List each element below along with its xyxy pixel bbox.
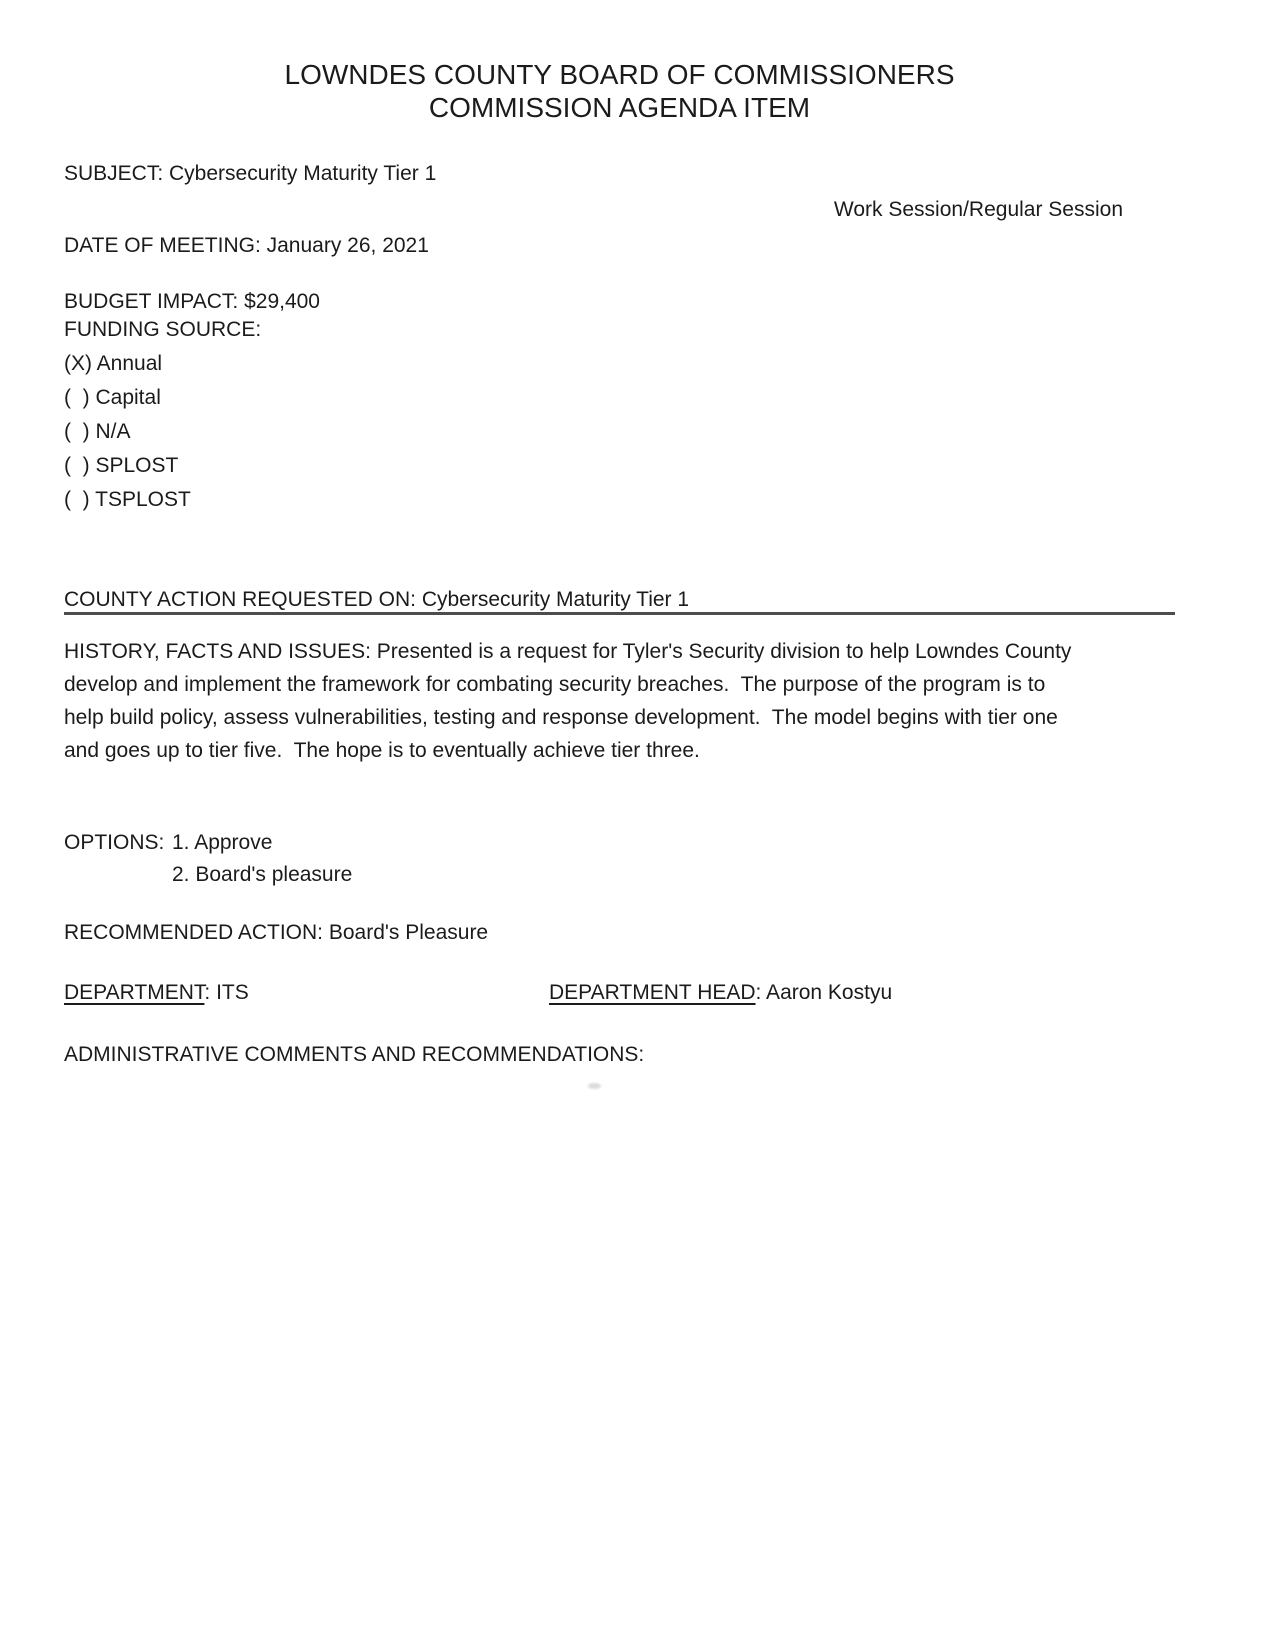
funding-options-list: [64, 350, 1175, 514]
funding-option-capital: ( ) Capital: [64, 386, 161, 409]
funding-option-tsplost: ( ) TSPLOST: [64, 488, 191, 511]
subject-line: SUBJECT: Cybersecurity Maturity Tier 1: [64, 162, 437, 185]
title-line-1: LOWNDES COUNTY BOARD OF COMMISSIONERS: [284, 59, 955, 90]
department-head-value: : Aaron Kostyu: [755, 981, 893, 1004]
department-head-field: [549, 979, 892, 1007]
options-row: [64, 829, 1175, 857]
history-line: HISTORY, FACTS AND ISSUES: Presented is a request for Tyler's Security division to help Lowndes County: [64, 640, 1072, 663]
option-2: 2. Board's pleasure: [172, 863, 353, 886]
options-label: OPTIONS:: [64, 831, 165, 854]
budget-impact-line: BUDGET IMPACT: $29,400: [64, 290, 320, 313]
history-line: and goes up to tier five. The hope is to eventually achieve tier three.: [64, 739, 700, 762]
history-line: help build policy, assess vulnerabilities, testing and response development. The model begins with tier one: [64, 706, 1058, 729]
history-paragraph: [64, 635, 1175, 767]
funding-option-annual: (X) Annual: [64, 352, 163, 375]
title-line-2: COMMISSION AGENDA ITEM: [428, 92, 811, 123]
department-row: [64, 979, 1175, 1007]
meeting-date-line: DATE OF MEETING: January 26, 2021: [64, 234, 429, 257]
department-field: [64, 979, 249, 1007]
option-1: 1. Approve: [172, 831, 273, 854]
county-action-heading: COUNTY ACTION REQUESTED ON: Cybersecurity Maturity Tier 1: [64, 588, 1175, 615]
department-head-label: DEPARTMENT HEAD: [549, 981, 756, 1004]
admin-comments-heading: ADMINISTRATIVE COMMENTS AND RECOMMENDATIONS:: [64, 1043, 645, 1066]
funding-option-na: ( ) N/A: [64, 420, 131, 443]
funding-source-label: FUNDING SOURCE:: [64, 318, 262, 341]
recommended-action-line: RECOMMENDED ACTION: Board's Pleasure: [64, 921, 489, 944]
scan-smudge-artifact: [588, 1083, 601, 1089]
department-value: : ITS: [204, 981, 249, 1004]
session-type-line: Work Session/Regular Session: [833, 198, 1123, 221]
department-label: DEPARTMENT: [64, 981, 205, 1004]
history-line: develop and implement the framework for combating security breaches. The purpose of the program is to: [64, 673, 1046, 696]
document-title: [64, 58, 1175, 124]
funding-option-splost: ( ) SPLOST: [64, 454, 179, 477]
